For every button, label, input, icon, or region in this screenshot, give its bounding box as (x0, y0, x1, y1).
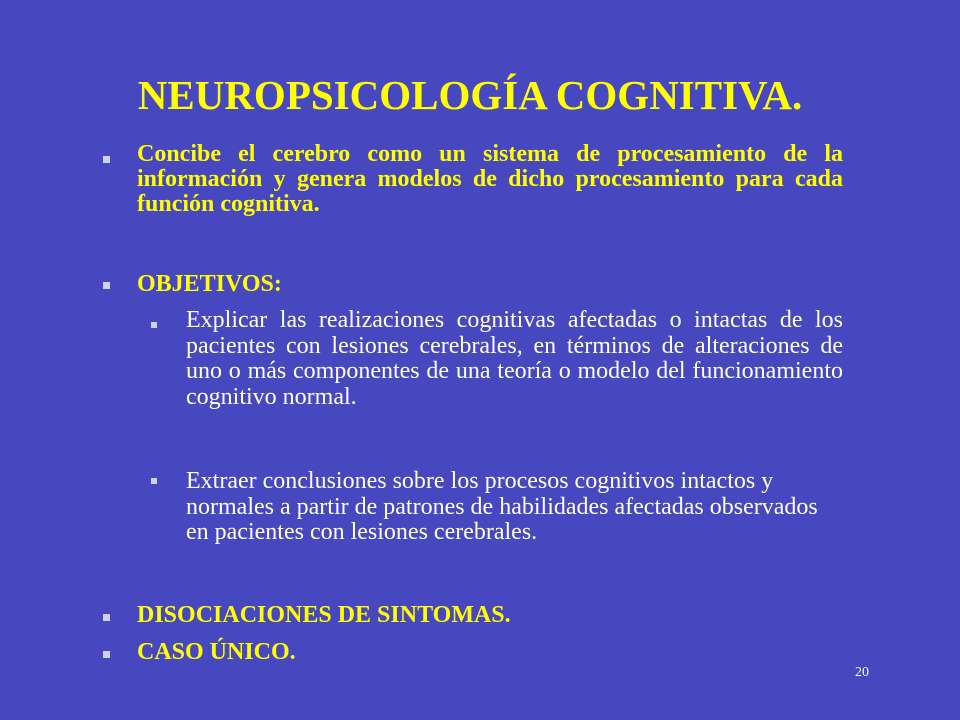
square-bullet-icon (103, 156, 110, 163)
bullet-item-disociaciones: DISOCIACIONES DE SINTOMAS. (137, 602, 511, 628)
bullet-item-caso-unico: CASO ÚNICO. (137, 639, 296, 665)
square-bullet-icon (103, 282, 110, 289)
page-number: 20 (855, 665, 869, 680)
square-bullet-icon (103, 651, 110, 658)
slide-title: NEUROPSICOLOGÍA COGNITIVA. (137, 72, 803, 118)
square-bullet-icon (151, 478, 157, 484)
sub-item-extraer: Extraer conclusiones sobre los procesos cognitivos intactos y normales a partir de patrones de habilidades afectadas observados en pacientes con lesiones cerebrales. (186, 468, 818, 545)
bullet-item-concibe: Concibe el cerebro como un sistema de procesamiento de la información y genera modelos de dicho procesamiento para cada función cognitiva. (137, 141, 843, 217)
square-bullet-icon (103, 614, 110, 621)
square-bullet-icon (151, 322, 157, 328)
sub-item-explicar: Explicar las realizaciones cognitivas afectadas o intactas de los pacientes con lesiones cerebrales, en términos de alteraciones de uno o más componentes de una teoría o modelo del funcionamiento cognitivo normal. (186, 307, 843, 410)
bullet-item-objetivos: OBJETIVOS: (137, 271, 282, 297)
